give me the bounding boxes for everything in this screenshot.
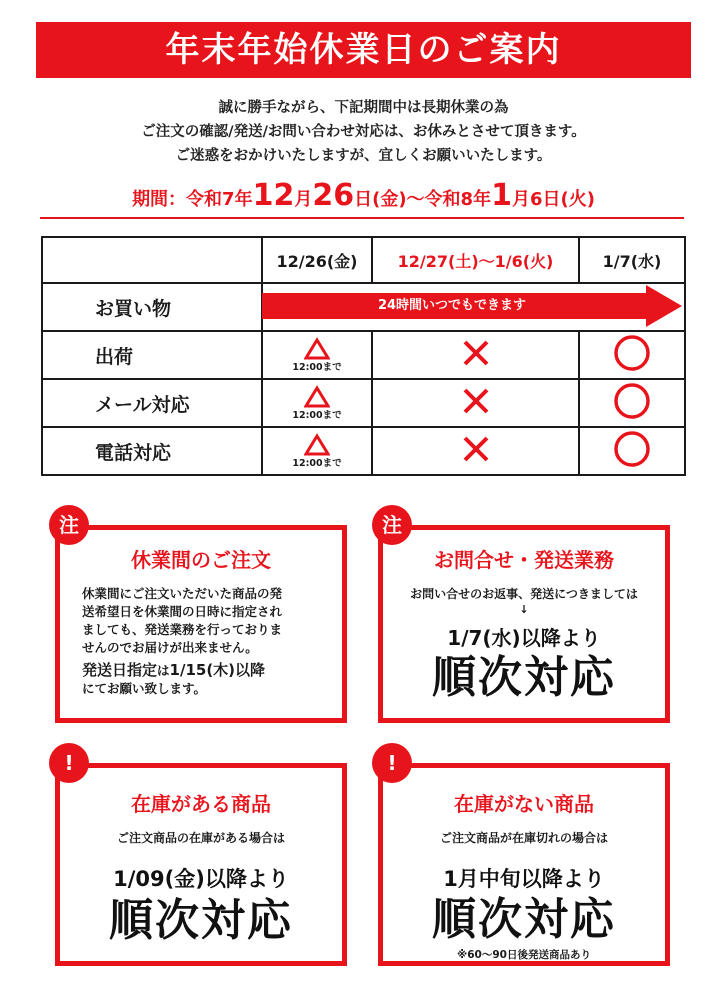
sequential-response: 順次対応 (432, 894, 616, 945)
down-arrow-icon: ↓ (519, 603, 529, 616)
notice-note: ご注文商品の在庫がある場合は (116, 831, 285, 845)
row-label-email: メール対応 (42, 379, 262, 427)
notice-box-inquiry (378, 525, 670, 723)
page-title: 年末年始休業日のご案内 (36, 22, 691, 78)
notice-title: お問合せ・発送業務 (434, 548, 614, 572)
circle-icon (613, 382, 651, 420)
triangle-icon (304, 433, 330, 457)
phone-cell-2 (372, 427, 579, 475)
ship-date-emphasis: 発送日指定 (82, 661, 158, 679)
notice-title: 在庫がある商品 (131, 792, 271, 816)
intro-line-3: ご迷惑をおかけいたしますが、宜しくお願いいたします。 (175, 148, 552, 164)
period-month-1-unit: 月 (294, 189, 313, 210)
row-phone (42, 427, 685, 475)
ship-date-line (82, 661, 342, 680)
notice-tail: にてお願い致します。 (82, 681, 207, 696)
notice-box-order (55, 525, 347, 723)
row-shipping (42, 331, 685, 379)
notice-title: 在庫がない商品 (454, 792, 594, 816)
period-month-2: 1 (491, 178, 512, 213)
phone-cell-1 (262, 427, 372, 475)
notice-title: 休業間のご注文 (131, 548, 271, 572)
resume-date: 1月中旬以降より (443, 867, 605, 891)
email-cell-2 (372, 379, 579, 427)
shipping-cell-1 (262, 331, 372, 379)
row-email (42, 379, 685, 427)
exclamation-icon: ! (372, 743, 412, 783)
notice-box-in-stock (55, 763, 347, 966)
closure-period (0, 178, 727, 213)
cross-icon (461, 434, 491, 464)
footnote: ※60〜90日後発送商品あり (457, 949, 591, 961)
notice-note: ご注文商品が在庫切れの場合は (439, 831, 608, 845)
cross-icon (461, 338, 491, 368)
intro-line-2: ご注文の確認/発送/お問い合わせ対応は、お休みとさせて頂きます。 (141, 124, 586, 140)
notice-body-line: 送希望日を休業間の日時に指定され (82, 604, 283, 619)
period-day-1: 26 (312, 178, 355, 213)
header-empty-cell (42, 237, 262, 283)
triangle-icon (304, 385, 330, 409)
shipping-cell-2 (372, 331, 579, 379)
ship-date-particle: は (157, 663, 170, 678)
circle-icon (613, 334, 651, 372)
notice-note: お問い合せのお返事、発送につきましては (410, 587, 638, 601)
notice-body-line: せんのでお届けが出来ません。 (82, 640, 258, 655)
schedule-table (41, 236, 686, 476)
exclamation-icon: ! (49, 743, 89, 783)
sequential-response: 順次対応 (432, 652, 616, 703)
period-label: 期間：令和7年 (132, 189, 253, 210)
row-label-shopping: お買い物 (42, 283, 262, 331)
period-divider (40, 217, 684, 219)
email-cell-1 (262, 379, 372, 427)
column-header-1226: 12/26(金) (262, 237, 372, 283)
ship-date-value: 1/15(木)以降 (169, 661, 266, 679)
row-label-shipping: 出荷 (42, 331, 262, 379)
time-limit-note: 12:00まで (292, 458, 342, 469)
email-cell-3 (579, 379, 685, 427)
period-end: 月6日(火) (511, 189, 595, 210)
row-label-phone: 電話対応 (42, 427, 262, 475)
column-header-0107: 1/7(水) (579, 237, 685, 283)
circle-icon (613, 430, 651, 468)
intro-line-1: 誠に勝手ながら、下記期間中は長期休業の為 (218, 100, 509, 116)
notice-body-line: 休業間にご注文いただいた商品の発 (82, 586, 283, 601)
time-limit-note: 12:00まで (292, 410, 342, 421)
period-month-1: 12 (252, 178, 295, 213)
attention-badge: 注 (372, 505, 412, 545)
time-limit-note: 12:00まで (292, 362, 342, 373)
schedule-header-row (42, 237, 685, 283)
column-header-holiday: 12/27(土)〜1/6(火) (372, 237, 579, 283)
shipping-cell-3 (579, 331, 685, 379)
period-mid: 日(金)〜令和8年 (354, 189, 492, 210)
phone-cell-3 (579, 427, 685, 475)
cross-icon (461, 386, 491, 416)
triangle-icon (304, 337, 330, 361)
attention-badge: 注 (49, 505, 89, 545)
notice-body (82, 585, 342, 698)
notice-box-out-of-stock (378, 763, 670, 966)
resume-date: 1/7(水)以降より (447, 626, 601, 650)
resume-date: 1/09(金)以降より (113, 867, 289, 891)
notice-body-line: ましても、発送業務を行っておりま (82, 622, 283, 637)
sequential-response: 順次対応 (109, 895, 293, 946)
shopping-arrow-text: 24時間いつでもできます (377, 298, 527, 313)
